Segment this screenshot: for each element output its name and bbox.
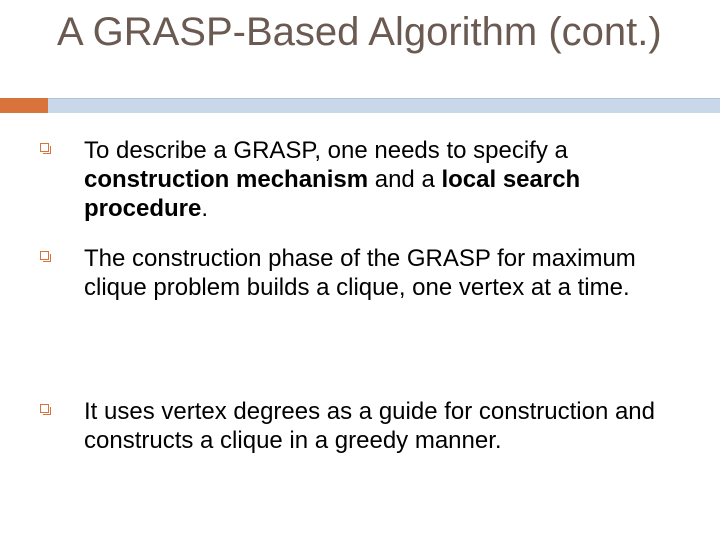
square-box-icon <box>40 404 49 413</box>
bullet-text-segment: To describe a GRASP, one needs to specify a <box>84 137 568 164</box>
bullet-text-segment: . <box>201 195 209 222</box>
bullet-text <box>84 136 696 223</box>
bullet-bold-term: local search procedure <box>84 166 581 222</box>
bullet-bold-term: construction mechanism <box>84 166 369 193</box>
slide-title: A GRASP-Based Algorithm (cont.) <box>57 10 662 54</box>
square-box-icon <box>40 251 49 260</box>
bullet-text: It uses vertex degrees as a guide for construction and constructs a clique in a greedy manner. <box>84 398 655 454</box>
square-box-icon <box>40 143 49 152</box>
bullet-text: The construction phase of the GRASP for maximum clique problem builds a clique, one vertex at a time. <box>84 245 636 301</box>
bullet-text-segment: and a <box>368 166 442 193</box>
